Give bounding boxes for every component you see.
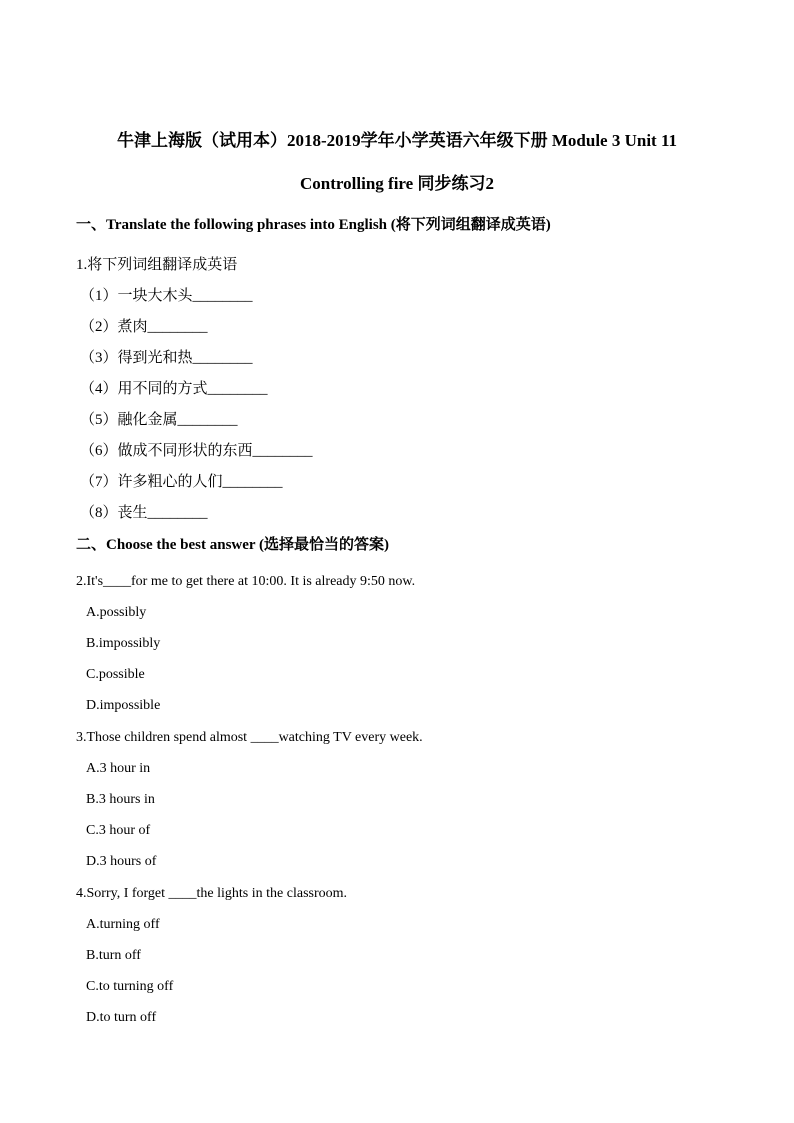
question-1-prompt: 1.将下列词组翻译成英语	[76, 257, 238, 273]
section-2-header: 二、Choose the best answer (选择最恰当的答案)	[76, 537, 390, 553]
phrase-item-1: （1）一块大木头________	[80, 288, 253, 304]
question-2-option-c: C.possible	[86, 667, 145, 682]
question-4-option-c: C.to turning off	[86, 979, 174, 994]
question-2-option-a: A.possibly	[86, 605, 147, 620]
question-3-option-a: A.3 hour in	[86, 761, 151, 776]
question-3-text: 3.Those children spend almost ____watching TV every week.	[76, 730, 423, 745]
question-4-option-a: A.turning off	[86, 917, 160, 932]
phrase-item-7: （7）许多粗心的人们________	[80, 474, 283, 490]
phrase-item-5: （5）融化金属________	[80, 412, 238, 428]
question-2-text: 2.It's____for me to get there at 10:00. It is already 9:50 now.	[76, 574, 416, 589]
question-4-option-b: B.turn off	[86, 948, 141, 963]
phrase-item-6: （6）做成不同形状的东西________	[80, 443, 313, 459]
phrase-item-8: （8）丧生________	[80, 505, 208, 521]
question-2-option-d: D.impossible	[86, 698, 161, 713]
section-1-header: 一、Translate the following phrases into English (将下列词组翻译成英语)	[76, 217, 551, 233]
question-2-option-b: B.impossibly	[86, 636, 161, 651]
question-4-text: 4.Sorry, I forget ____the lights in the classroom.	[76, 886, 348, 901]
phrase-item-4: （4）用不同的方式________	[80, 381, 268, 397]
question-3-option-c: C.3 hour of	[86, 823, 151, 838]
question-4-option-d: D.to turn off	[86, 1010, 157, 1025]
phrase-item-2: （2）煮肉________	[80, 319, 208, 335]
document-title-line-1: 牛津上海版（试用本）2018-2019学年小学英语六年级下册 Module 3 Unit 11	[116, 131, 678, 150]
document-title-line-2: Controlling fire 同步练习2	[300, 174, 494, 193]
phrase-item-3: （3）得到光和热________	[80, 350, 253, 366]
question-3-option-d: D.3 hours of	[86, 854, 157, 869]
question-3-option-b: B.3 hours in	[86, 792, 155, 807]
